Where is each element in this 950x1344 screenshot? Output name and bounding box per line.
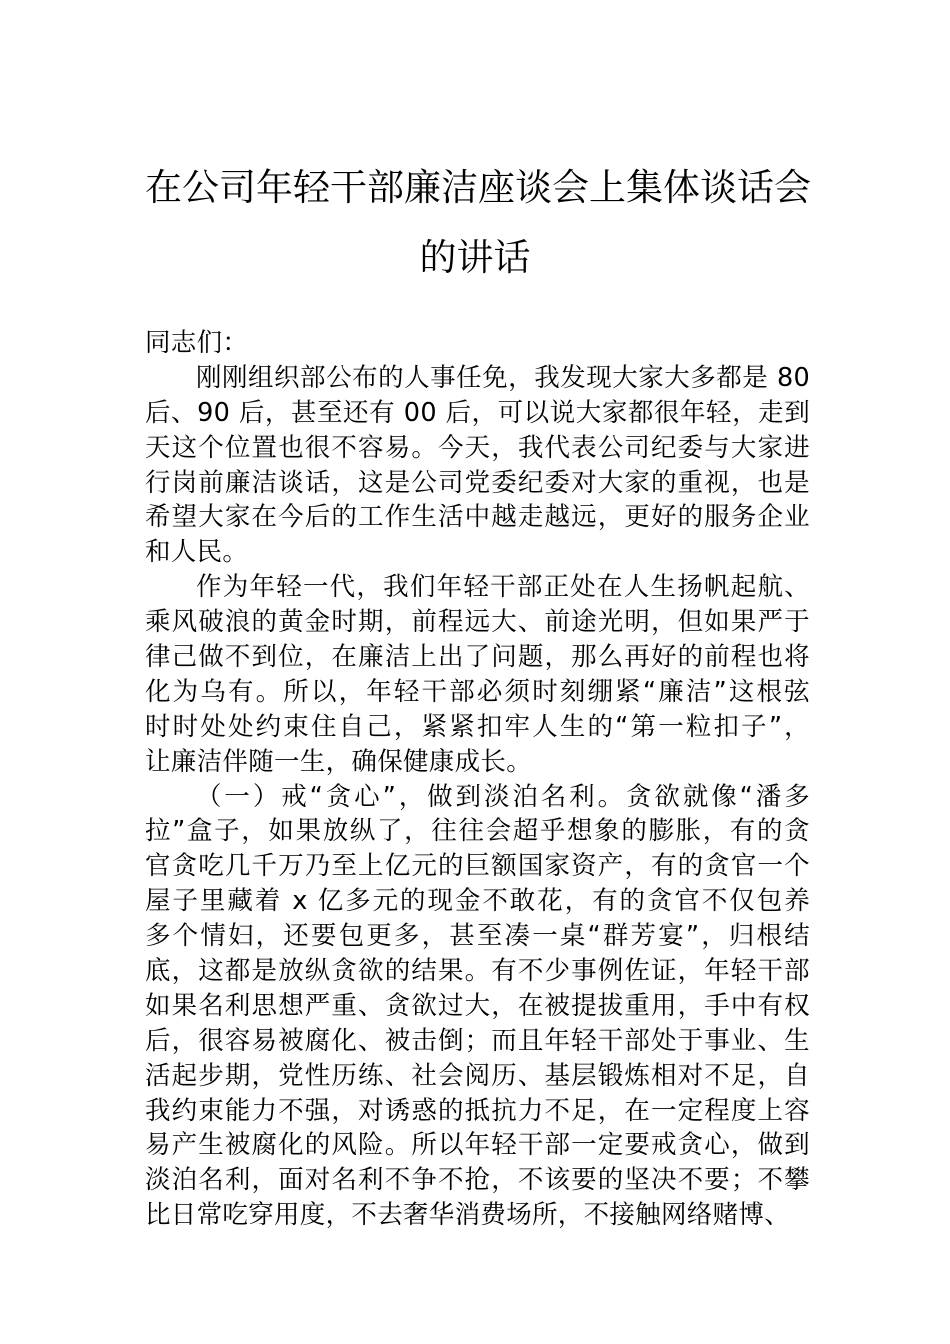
paragraph-line: 行岗前廉洁谈话，这是公司党委纪委对大家的重视，也是 xyxy=(145,467,810,498)
paragraph-line: 和人民。 xyxy=(145,537,249,568)
document-title-line-2: 的讲话 xyxy=(419,236,531,279)
paragraph-line: 拉”盒子，如果放纵了，往往会超乎想象的膨胀，有的贪 xyxy=(145,816,810,847)
paragraph-line: 乘风破浪的黄金时期，前程远大、前途光明，但如果严于 xyxy=(145,607,810,638)
paragraph-line: 屋子里藏着 x 亿多元的现金不敢花，有的贪官不仅包养 xyxy=(145,886,810,917)
paragraph-line: 后，很容易被腐化、被击倒；而且年轻干部处于事业、生 xyxy=(145,1025,810,1056)
paragraph-container xyxy=(145,361,810,1233)
paragraph-line: 活起步期，党性历练、社会阅历、基层锻炼相对不足，自 xyxy=(145,1060,810,1091)
paragraph-line: 比日常吃穿用度，不去奢华消费场所，不接触网络赌博、 xyxy=(145,1200,791,1231)
paragraph-line: （一）戒“贪心”，做到淡泊名利。贪欲就像“潘多 xyxy=(196,781,810,812)
paragraph-line: 底，这都是放纵贪欲的结果。有不少事例佐证，年轻干部 xyxy=(145,956,810,987)
paragraph-line: 如果名利思想严重、贪欲过大，在被提拔重用，手中有权 xyxy=(145,990,810,1021)
paragraph-line: 作为年轻一代，我们年轻干部正处在人生扬帆起航、 xyxy=(196,572,810,603)
paragraph-line: 多个情妇，还要包更多，甚至凑一桌“群芳宴”，归根结 xyxy=(145,921,810,952)
paragraph-line: 我约束能力不强，对诱惑的抵抗力不足，在一定程度上容 xyxy=(145,1095,810,1126)
paragraph xyxy=(145,780,810,1234)
paragraph-line: 律己做不到位，在廉洁上出了问题，那么再好的前程也将 xyxy=(145,642,810,673)
paragraph xyxy=(145,361,810,570)
paragraph-line: 刚刚组织部公布的人事任免，我发现大家大多都是 80 xyxy=(196,362,810,393)
paragraph-line: 淡泊名利，面对名利不争不抢，不该要的坚决不要；不攀 xyxy=(145,1165,810,1196)
paragraph-line: 官贪吃几千万乃至上亿元的巨额国家资产，有的贪官一个 xyxy=(145,851,810,882)
document-body xyxy=(145,326,810,1233)
document-title-line-1: 在公司年轻干部廉洁座谈会上集体谈话会 xyxy=(145,166,811,209)
paragraph-line: 后、90 后，甚至还有 00 后，可以说大家都很年轻，走到 xyxy=(145,397,810,428)
paragraph-line: 易产生被腐化的风险。所以年轻干部一定要戒贪心，做到 xyxy=(145,1130,810,1161)
paragraph-line: 时时处处约束住自己，紧紧扣牢人生的“第一粒扣子”， xyxy=(145,711,810,742)
paragraph-line: 希望大家在今后的工作生活中越走越远，更好的服务企业 xyxy=(145,502,810,533)
paragraph-line: 化为乌有。所以，年轻干部必须时刻绷紧“廉洁”这根弦 xyxy=(145,676,810,707)
paragraph-line: 天这个位置也很不容易。今天，我代表公司纪委与大家进 xyxy=(145,432,810,463)
paragraph-line: 让廉洁伴随一生，确保健康成长。 xyxy=(145,746,533,777)
salutation: 同志们： xyxy=(145,328,249,358)
paragraph xyxy=(145,570,810,779)
